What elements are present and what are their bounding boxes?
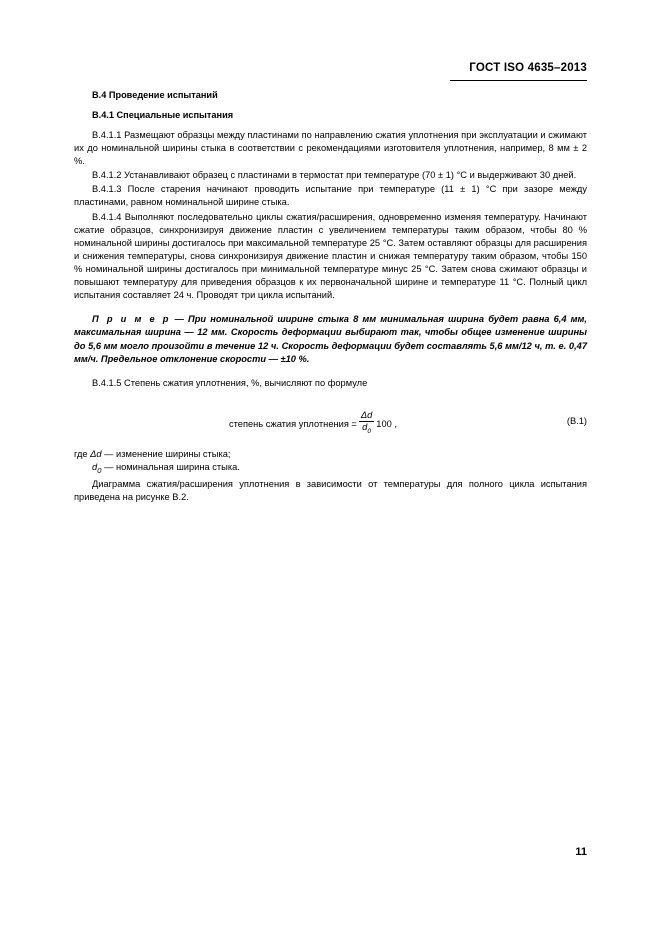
page-header-standard: ГОСТ ISO 4635–2013 xyxy=(469,62,587,74)
formula-numerator: Δd xyxy=(360,410,373,421)
example-text: — При номинальной ширине стыка 8 мм минимальная ширина будет равна 6,4 мм, максимальная ширина — 12 мм. Скорость деформации выбирают так, чтобы общее изменение ширины до 5,6 мм могло произойти в течение 12 ч. Скорость деформации будет составлять 5,6 мм/12 ч, т. е. 0,47 мм/ч. Предельное отклонение скорости — ±10 %. xyxy=(74,314,588,364)
paragraph-b414: В.4.1.4 Выполняют последовательно циклы сжатия/расширения, одновременно изменяя температуру. Начинают сжатие образцов, синхронизируя движение пластин с увеличением температуры таким образом, чтобы 80 % номинальной ширины достигалось при максимальной температуре 25 °С. Затем оставляют образцы для расширения и снижения температуры, снова синхронизируя движение пластин и снижая температуру таким образом, чтобы 150 % номинальной ширины достигалось при минимальной температуре минус 25 °С. Затем снова сжимают образцы и повышают температуру для приведения образцов к их первоначальной ширине и температуре 11 °С. Полный цикл испытания составляет 24 ч. Проводят три цикла испытаний. xyxy=(74,211,587,301)
formula-number: (В.1) xyxy=(566,416,587,427)
example-label: П р и м е р xyxy=(92,314,171,325)
where-text-1: — изменение ширины стыка; xyxy=(101,449,231,460)
page-number: 11 xyxy=(575,846,587,858)
where-symbol-delta-d: Δd xyxy=(90,449,102,460)
where-symbol-d0: d xyxy=(92,462,98,473)
formula-denominator xyxy=(360,422,373,437)
formula-denominator-subscript: 0 xyxy=(367,427,371,435)
paragraph-b415: В.4.1.5 Степень сжатия уплотнения, %, вычисляют по формуле xyxy=(92,378,368,389)
paragraph-b412: В.4.1.2 Устанавливают образец с пластинами в термостат при температуре (70 ± 1) °С и выдерживают 30 дней. xyxy=(92,170,577,181)
section-heading-b41: В.4.1 Специальные испытания xyxy=(92,110,234,120)
paragraph-b411: В.4.1.1 Размещают образцы между пластинами по направлению сжатия уплотнения при эксплуатации и сжимают их до номинальной ширины стыка в соответствии с рекомендациями изготовителя уплотнения, например, 8 мм ± 2 %. xyxy=(74,130,587,167)
formula-block xyxy=(74,404,587,438)
paragraph-final: Диаграмма сжатия/расширения уплотнения в зависимости от температуры для полного цикла испытания приведена на рисунке В.2. xyxy=(74,479,587,503)
where-line-1 xyxy=(74,448,587,461)
where-symbol-d0-subscript: 0 xyxy=(97,466,102,476)
formula-denominator-symbol: d xyxy=(362,422,368,433)
header-divider xyxy=(450,80,587,81)
page-content xyxy=(74,90,587,504)
formula-expression xyxy=(229,410,397,437)
section-heading-b4: В.4 Проведение испытаний xyxy=(92,90,218,100)
where-text-2: — номинальная ширина стыка. xyxy=(101,462,240,473)
example-paragraph xyxy=(74,313,587,366)
paragraph-b413: В.4.1.3 После старения начинают проводить испытание при температуре (11 ± 1) °С при зазоре между пластинами, равном номинальной ширине стыка. xyxy=(74,184,587,208)
formula-label: степень сжатия уплотнения = xyxy=(229,418,357,429)
where-line-2 xyxy=(74,461,587,477)
where-prefix: где xyxy=(74,449,91,460)
formula-factor: 100 , xyxy=(376,418,397,429)
formula-fraction xyxy=(359,410,374,437)
